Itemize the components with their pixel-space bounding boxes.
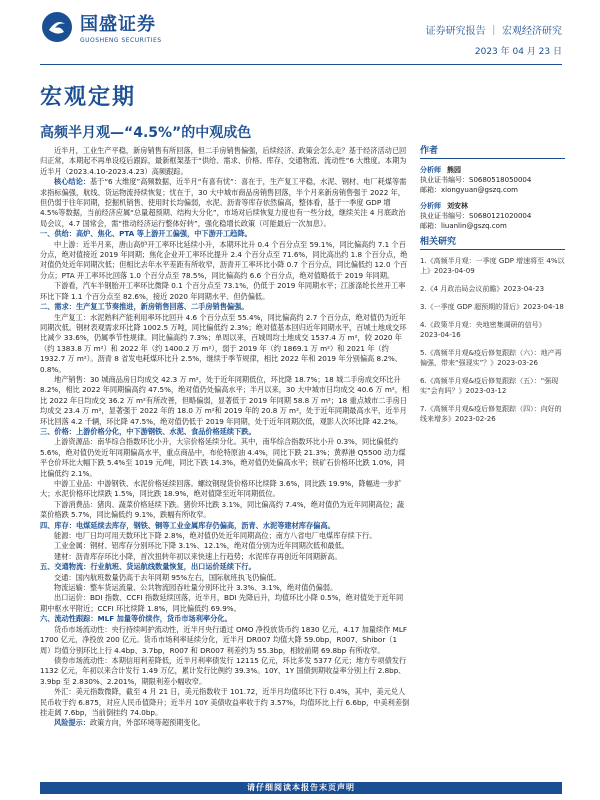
logo-name-en: GUOSHENG SECURITIES <box>80 37 162 44</box>
cert-number: S0680121020004 <box>469 212 532 220</box>
report-body <box>40 146 410 729</box>
footer-bar <box>40 782 562 794</box>
section-5-p2: 物流运输：整车货运流量、公共物流园吞吐量分别环比升 3.3%、3.1%，绝对值仍偏弱。 <box>54 583 338 593</box>
section-2-title: 二、需求：生产复工节奏推进，新房销售回落、二手房销售偏强。 <box>40 302 249 312</box>
analyst-role: 分析师 <box>420 166 441 174</box>
related-item[interactable]: 4.《政策半月观：央地密集调研的信号》2023-04-16 <box>420 321 546 339</box>
section-1-p2: 下游看，汽车半钢胎开工率环比微降 0.1 个百分点至 73.1%，仍低于 2019 年同期水平；江浙涤纶长丝开工率环比下降 1.1 个百分点至 82.6%，接近 2020 年同期水平、但仍偏低。 <box>40 281 406 301</box>
related-item[interactable]: 2.《4 月政治局会议前瞻》2023-04-23 <box>420 285 545 293</box>
section-3-p2: 中游工业品：中游钢铁、水泥价格延续回落。螺纹钢现货价格环比续降 3.6%，同比跌 19.9%，降幅进一步扩大；水泥价格环比续跌 1.5%，同比跌 18.9%，绝对值降至近年同期低位。 <box>40 479 402 499</box>
analyst-card <box>420 201 565 231</box>
section-3-title: 三、价格：上游价格分化，中下游钢铁、水泥、食品价格延续下跌。 <box>40 426 256 436</box>
risk-text: 政策方向，外部环境等超预期变化。 <box>89 718 205 728</box>
email-address[interactable]: xiongyuan@gszq.com <box>441 186 518 194</box>
core-conclusion <box>40 177 410 229</box>
section-3-p1: 上游资源品：南华综合指数环比小升，大宗价格延续分化。其中，南华综合指数环比小升 0.3%，同比偏低约 5.6%，绝对值仍处近年同期偏高水平，重点商品中，布伦特原油 4.4%，同比下跌 21.3%；黄骅港 Q5500 动力煤平仓价环比大幅下跌 5.4%至 1019 元/吨，同比下跌 14.3%，绝对值仍处偏高水平；铁矿石价格环比跌 1.0%，同比偏低约 2.1%。 <box>40 437 406 478</box>
sidebar <box>420 146 565 432</box>
related-research-list <box>420 256 565 424</box>
cert-label: 执业证书编号： <box>420 212 469 220</box>
logo-name-cn: 国盛证券 <box>80 14 156 35</box>
analyst-card <box>420 165 565 195</box>
section-1-p1: 中上游：近半月来，唐山高炉开工率环比延续小升，本期环比升 0.4 个百分点至 59.1%，同比偏高约 7.1 个百分点，绝对值接近 2019 年同期；焦化企业开工率环比提升 2.4 个百分点至 71.6%，同比高出约 1.8 个百分点，绝对值仍处近年同期次低；但相比去年水平差距有所收窄，沥青开工率环比小降 0.7 个百分点，同比偏低约 12.0 个百分点；PTA 开工率环比回落 1.0 个百分点至 78.5%，同比偏高约 6.6 个百分点，绝对值略低于 2019 年同期。 <box>40 239 408 280</box>
analyst-name: 刘安林 <box>447 202 468 210</box>
section-4-title: 四、库存：电煤延续去库存，钢铁、铜等工业金属库存仍偏高，沥青、水泥等建材库存偏高。 <box>40 520 335 530</box>
core-label: 核心结论： <box>54 177 90 187</box>
section-4-p2: 工业金属：钢材、铝库存分别环比下降 3.1%、12.1%，绝对值分别为近年同期次低和最低。 <box>54 541 349 551</box>
author-heading: 作者 <box>420 146 565 159</box>
footer-disclaimer: 请仔细阅读本报告末页声明 <box>247 783 355 792</box>
related-heading: 相关研究 <box>420 237 565 250</box>
section-4-p3: 建材：沥青库存环比小降，首次扭转年初以来快速上行趋势；水泥库存再创近年同期新高。 <box>54 551 342 561</box>
section-6-p1: 货币市场流动性：央行持续呵护流动性，近半月央行通过 OMO 净投放货币约 1830 亿元，4.17 加量续作 MLF 1700 亿元，净投放 200 亿元。货币市场利率延续分化，近半月 DR007 均值大降 59.0bp，R007、Shibor（1 周）均值分别环比上行 4.4bp、3.7bp，R007 和 DR007 利差约为 55.3bp，相较前期 69.8bp 有所收窄。 <box>40 624 407 655</box>
report-type: 证券研究报告 ｜ 宏观经济研究 <box>425 26 562 37</box>
report-date: 2023 年 04 月 23 日 <box>474 47 562 57</box>
section-6-p2: 债券市场流动性：本期信用利差降低，近半月利率债发行 12115 亿元，环比多发 5377 亿元；地方专项债发行 1132 亿元，年初以来合计发行 1.49 万亿，累计发行比例约 39.3%。10Y、1Y 国债到期收益率分别上行 2.8bp、3.9bp 至 2.830%、2.201%，期限利差小幅收窄。 <box>40 655 407 686</box>
logo-icon <box>40 10 74 44</box>
risk-label: 风险提示： <box>54 718 90 728</box>
risk-warning <box>40 718 410 728</box>
section-5-title: 五、交通物流：行业航班、货运航线数量恢复，出口运价延续下行。 <box>40 562 256 572</box>
cert-number: S0680518050004 <box>469 176 532 184</box>
section-6-p3: 外汇：美元指数微降，截至 4 月 21 日，美元指数收于 101.72，近半月均值环比下行 0.4%，其中，美元兑人民币收于约 6.875，对应人民币值降升；近半月 10Y 美债收益率收于约 3.57%，均值环比上行 6.6bp，中美利差倒挂走阔 7.6bp，当前倒挂约 74.0bp。 <box>40 687 410 717</box>
section-5-p3: 出口运价：BDI 指数、CCFI 指数延续回落，近半月，BDI 先降后升，均值环比小降 0.5%，绝对值处于近年同期中枢水平附近；CCFI 环比续降 1.8%，同比偏低约 69.9%。 <box>40 593 404 613</box>
section-3-p3: 下游消费品：猪肉、蔬菜价格延续下跌。猪价环比跌 3.1%，同比偏高约 7.4%，绝对值仍为近年同期高位；蔬菜价格跌 5.7%，同比偏低约 9.1%，跌幅有所收窄。 <box>40 499 405 520</box>
analyst-role: 分析师 <box>420 202 441 210</box>
page-header <box>0 0 600 70</box>
analyst-name: 熊园 <box>447 166 461 174</box>
section-title: 宏观定期 <box>40 85 137 110</box>
email-label: 邮箱： <box>420 186 441 194</box>
intro-paragraph: 近半月，工业生产平稳，新房销售有所回落，但二手房销售偏强，后续经济、政策会怎么走？基于经济活动已回归正常，本期起不再单设疫后跟踪，最新框架基于“供给、需求、价格、库存、交通物流、流动性”6 大维度。本期为近半月（2023.4.10-2023.4.23）高频跟踪。 <box>40 146 407 176</box>
related-item[interactable]: 7.《高频半月观&疫后修复跟踪（四）：向好的线来增多》2023-02-26 <box>420 405 562 423</box>
related-item[interactable]: 6.《高频半月观&疫后修复跟踪（五）：“强现实”会有吗？》2023-03-12 <box>420 377 559 395</box>
section-2-p2: 地产销售：30 城商品房日均成交 42.3 万 m²，处于近年同期低位，环比降 18.7%；18 城二手房成交环比升 8.2%，相比 2022 年同期偏高约 47.5%，绝对值仍处偏高水平；半月以来，30 大中城市日均成交 40.6 万 m²，相比 2022 年日均成交 36.2 万 m²有所改善，但略偏弱，显著低于 2019 年同期 58.8 万 m²；18 重点城市二手房日均成交 23.4 万 m²，显著强于 2022 年的 18.0 万 m²和 2019 年的 20.8 万 m²，处于近年同期最高水平，近半月环比回落 4.2 千辆，环比降 47.5%，绝对值仍低于 2019 年同期，处于近年同期次低，观影人次环比降 42.2%。 <box>40 374 410 426</box>
email-address[interactable]: liuanlin@gszq.com <box>441 222 507 230</box>
cert-label: 执业证书编号： <box>420 176 469 184</box>
section-2-p1: 生产复工：水泥熟料产能利用率环比回升 4.6 个百分点至 55.4%，同比偏高约 2.7 个百分点，绝对值仍为近年同期次低。钢材表观需求环比降 1002.5 万吨，同比偏低约 2.3%；绝对值基本回归近年同期水平，百城土地成交环比减少 33.6%，仍属季节性规律。同比偏高约 7.3%；单周以来，百城周均土地成交 1537.4 万 m²，较 2020 年（约 1383.8 万 m²）和 2022 年（约 1400.2 万 m²），弱于 2019 年（约 1869.1 万 m²）和 2021 年（约 1932.7 万 m²）。沥青 8 省发电耗煤环比升 2.5%，继续于季节规律，相比 2022 年和 2019 年分别偏高 8.2%、0.8%。 <box>40 312 407 374</box>
section-5-p1: 交通：国内航班数量仍高于去年同期 95%左右，国际航班执飞仍偏低。 <box>54 572 281 582</box>
related-item[interactable]: 5.《高频半月观&疫后修复跟踪（六）：地产再偏强，带来“强现实”？》2023-03-26 <box>420 349 562 367</box>
related-item[interactable]: 3.《一季度 GDP 超预期的背后》2023-04-18 <box>420 303 564 311</box>
related-item[interactable]: 1.《高频半月观：一季度 GDP 增速将至 4%以上》2023-04-09 <box>420 257 565 275</box>
section-4-p1: 能源：电厂日均可用天数环比下降 2.8%，绝对值仍处近年同期高位；南方八省电厂电煤库存续下行。 <box>54 531 377 541</box>
email-label: 邮箱： <box>420 222 441 230</box>
core-text: 基于“6 大维度”高频数据，近半月“有喜有忧”：喜在于，生产复工平稳，水泥、钢材、电厂耗煤等需求指标偏强，航线、货运物流持续恢复；忧在于，30 大中城市商品房销售回落，半个月来新房销售强于 2022 年，但仍弱于往年同期，挖掘机销售、使用时长均偏弱，水泥、沥青等库存依然偏高，整体看，基于一季度 GDP 增 4.5%等数据，当前经济应属“总量超预期、结构大分化”，市场对后续恢复力度也有一些分歧，继续关注 4 月底政治局会议，4.7 国常会，需“推动经济运行整体好转”，强化稳增长政策（可能最后一次加息）。 <box>40 177 407 228</box>
company-logo <box>40 10 162 44</box>
section-1-title: 一、供给：高炉、焦化、PTA 等上游开工偏强，中下游开工趋降。 <box>40 229 252 239</box>
section-6-title: 六、流动性跟踪：MLF 加量等价续作，货币市场利率分化。 <box>40 614 232 624</box>
report-title: 高频半月观—“4.5%”的中观成色 <box>40 125 252 141</box>
header-divider <box>40 64 562 65</box>
